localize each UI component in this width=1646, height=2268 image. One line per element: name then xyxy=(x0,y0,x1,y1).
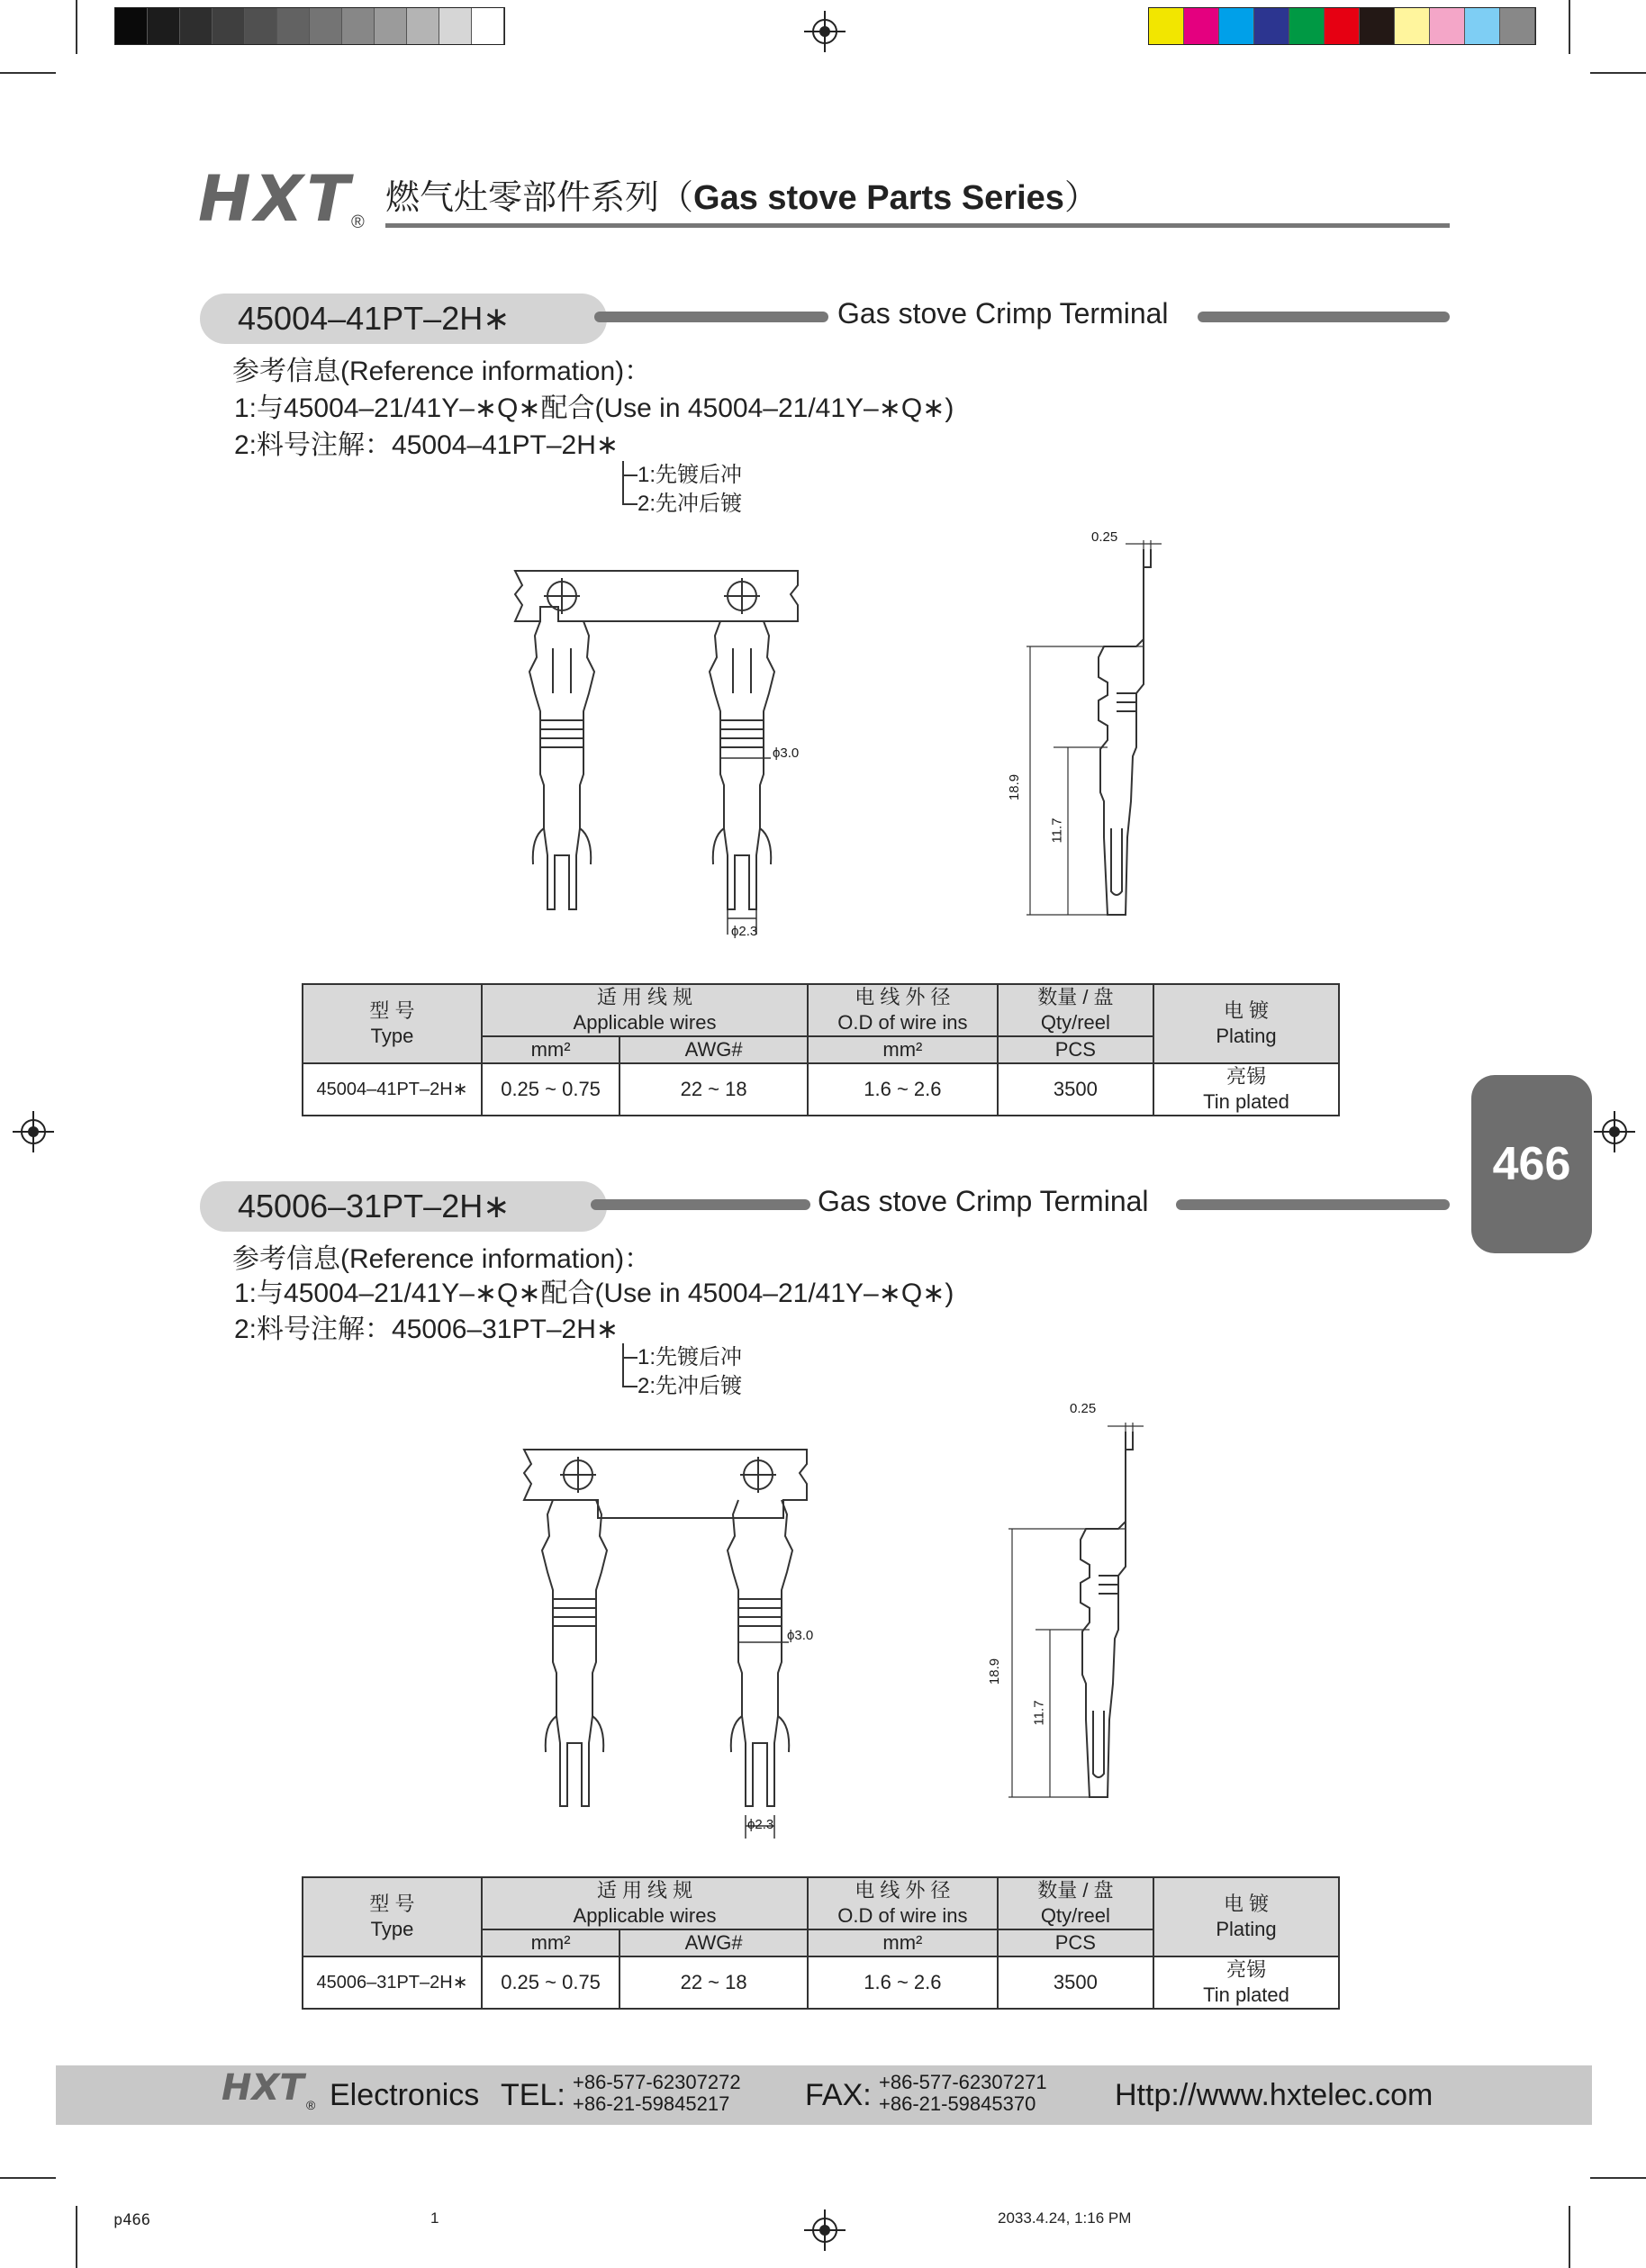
color-bar xyxy=(1148,7,1536,45)
qty-en: Qty/reel xyxy=(1040,1904,1110,1927)
header-rule xyxy=(385,223,1450,228)
spec-table xyxy=(302,1876,1340,2010)
section-subtitle: Gas stove Crimp Terminal xyxy=(837,297,1169,330)
crop-mark xyxy=(1569,0,1570,54)
fax-label: FAX: xyxy=(805,2078,872,2112)
qty-header xyxy=(998,984,1153,1036)
brand-logo: HXT xyxy=(198,162,354,236)
od-en: O.D of wire ins xyxy=(837,1904,968,1927)
reference-title: 参考信息(Reference information)： xyxy=(232,357,652,386)
unit-mm2: mm² xyxy=(482,1929,620,1956)
unit-od: mm² xyxy=(808,1036,998,1063)
dimension-label: 11.7 xyxy=(1049,818,1065,844)
od-header xyxy=(808,1877,998,1929)
color-swatch xyxy=(439,8,472,44)
od-cell: 1.6 ~ 2.6 xyxy=(808,1956,998,2009)
plating-cn: 电 镀 xyxy=(1223,999,1270,1022)
plating-cn: 电 镀 xyxy=(1223,1893,1270,1915)
type-cn: 型 号 xyxy=(369,999,415,1022)
plating-cell xyxy=(1153,1956,1339,2009)
color-swatch xyxy=(1184,8,1219,44)
dimension-label: 18.9 xyxy=(1007,773,1023,801)
dimension-label: ϕ3.0 xyxy=(773,745,800,761)
crop-mark xyxy=(0,72,56,74)
od-cell: 1.6 ~ 2.6 xyxy=(808,1063,998,1116)
od-cn: 电 线 外 径 xyxy=(855,986,951,1008)
type-cn: 型 号 xyxy=(369,1893,415,1915)
dimension-label: 11.7 xyxy=(1031,1700,1047,1726)
qty-cell: 3500 xyxy=(998,1063,1153,1116)
registration-mark xyxy=(13,1111,54,1152)
print-timestamp: 2033.4.24, 1:16 PM xyxy=(998,2209,1132,2227)
qty-cn: 数量 / 盘 xyxy=(1037,986,1114,1008)
sheet-number: 1 xyxy=(430,2209,439,2227)
unit-pcs: PCS xyxy=(998,1929,1153,1956)
crop-mark xyxy=(1569,2206,1570,2268)
wires-cn: 适 用 线 规 xyxy=(596,1879,693,1902)
color-swatch xyxy=(213,8,245,44)
title-rod xyxy=(1198,312,1450,322)
plating-cell-cn: 亮锡 xyxy=(1226,1958,1267,1981)
type-header xyxy=(303,1877,482,1956)
terminal-left xyxy=(542,1500,607,1806)
color-swatch xyxy=(245,8,277,44)
part-number-pill: 45006–31PT–2H∗ xyxy=(200,1181,607,1232)
footer-logo: HXT xyxy=(222,2067,304,2109)
mm2-cell: 0.25 ~ 0.75 xyxy=(482,1063,620,1116)
plating-cell-en: Tin plated xyxy=(1203,1090,1289,1113)
dimension-label: ϕ3.0 xyxy=(787,1628,814,1643)
plating-cell-cn: 亮锡 xyxy=(1226,1065,1267,1088)
tel-label: TEL: xyxy=(501,2078,565,2112)
plating-en: Plating xyxy=(1216,1918,1277,1940)
crop-mark xyxy=(76,0,77,54)
color-swatch xyxy=(1254,8,1289,44)
footer-company: Electronics xyxy=(330,2078,480,2112)
dimension-label: 0.25 xyxy=(1091,529,1118,545)
qty-header xyxy=(998,1877,1153,1929)
crop-mark xyxy=(1590,2177,1646,2179)
color-swatch xyxy=(342,8,375,44)
registration-mark xyxy=(804,2209,846,2251)
dimension-label: 18.9 xyxy=(987,1658,1003,1685)
registration-mark xyxy=(804,11,846,52)
plating-header xyxy=(1153,1877,1339,1956)
unit-mm2: mm² xyxy=(482,1036,620,1063)
terminal-left xyxy=(529,621,594,909)
color-swatch xyxy=(472,8,504,44)
color-swatch xyxy=(1219,8,1254,44)
fax-number: +86-21-59845370 xyxy=(879,2092,1036,2115)
terminal-side-drawing xyxy=(1008,531,1189,927)
awg-cell: 22 ~ 18 xyxy=(620,1063,808,1116)
title-cn: 燃气灶零部件系列（ xyxy=(385,179,694,217)
wires-cn: 适 用 线 规 xyxy=(596,986,693,1008)
plating-cell xyxy=(1153,1063,1339,1116)
part-number-pill: 45004–41PT–2H∗ xyxy=(200,294,607,344)
reference-line: 2:料号注解：45004–41PT–2H∗ xyxy=(234,430,620,460)
color-swatch xyxy=(148,8,180,44)
reference-line: 2:料号注解：45006–31PT–2H∗ xyxy=(234,1315,620,1344)
color-swatch xyxy=(180,8,213,44)
color-swatch xyxy=(1395,8,1430,44)
dimension-label: 0.25 xyxy=(1070,1401,1097,1416)
color-swatch xyxy=(375,8,407,44)
unit-od: mm² xyxy=(808,1929,998,1956)
type-cell: 45006–31PT–2H∗ xyxy=(303,1956,482,2009)
terminal-right xyxy=(710,621,774,909)
dimension-label: ϕ2.3 xyxy=(731,924,758,939)
color-swatch xyxy=(1430,8,1465,44)
tel-number: +86-577-62307272 xyxy=(573,2071,741,2093)
color-swatch xyxy=(310,8,342,44)
plating-note: 1:先镀后冲 xyxy=(638,1345,743,1369)
reference-line: 1:与45004–21/41Y–∗Q∗配合(Use in 45004–21/41Y–∗Q∗) xyxy=(234,1279,954,1308)
fax-number: +86-577-62307271 xyxy=(879,2071,1047,2093)
page-title xyxy=(385,169,1099,219)
unit-pcs: PCS xyxy=(998,1036,1153,1063)
qty-en: Qty/reel xyxy=(1040,1011,1110,1034)
grayscale-bar xyxy=(114,7,505,45)
note-bracket xyxy=(612,461,639,515)
color-swatch xyxy=(1465,8,1500,44)
wires-en: Applicable wires xyxy=(573,1904,717,1927)
qty-cell: 3500 xyxy=(998,1956,1153,2009)
crop-mark xyxy=(76,2206,77,2268)
color-swatch xyxy=(407,8,439,44)
plating-header xyxy=(1153,984,1339,1063)
color-swatch xyxy=(115,8,148,44)
unit-awg: AWG# xyxy=(620,1929,808,1956)
plating-note: 2:先冲后镀 xyxy=(638,492,743,516)
registration-mark xyxy=(1594,1111,1635,1152)
od-cn: 电 线 外 径 xyxy=(855,1879,951,1902)
type-en: Type xyxy=(370,1918,414,1940)
wires-header xyxy=(482,1877,808,1929)
type-en: Type xyxy=(370,1025,414,1047)
section-subtitle: Gas stove Crimp Terminal xyxy=(818,1185,1149,1217)
crop-mark xyxy=(1590,72,1646,74)
color-swatch xyxy=(1360,8,1395,44)
color-swatch xyxy=(1500,8,1535,44)
qty-cn: 数量 / 盘 xyxy=(1037,1879,1114,1902)
dimension-label: ϕ2.3 xyxy=(747,1817,774,1832)
plating-cell-en: Tin plated xyxy=(1203,1983,1289,2006)
reference-line: 1:与45004–21/41Y–∗Q∗配合(Use in 45004–21/41Y–∗Q∗) xyxy=(234,393,954,423)
type-cell: 45004–41PT–2H∗ xyxy=(303,1063,482,1116)
type-header xyxy=(303,984,482,1063)
unit-awg: AWG# xyxy=(620,1036,808,1063)
title-rod xyxy=(594,312,828,322)
plating-note: 1:先镀后冲 xyxy=(638,463,743,487)
mm2-cell: 0.25 ~ 0.75 xyxy=(482,1956,620,2009)
page-code: p466 xyxy=(113,2211,150,2229)
plating-note: 2:先冲后镀 xyxy=(638,1374,743,1398)
title-rod xyxy=(591,1199,810,1210)
note-bracket xyxy=(612,1343,639,1397)
wires-header xyxy=(482,984,808,1036)
website-link[interactable]: Http://www.hxtelec.com xyxy=(1115,2078,1433,2112)
color-swatch xyxy=(1325,8,1360,44)
title-rod xyxy=(1176,1199,1450,1210)
wires-en: Applicable wires xyxy=(573,1011,717,1034)
od-en: O.D of wire ins xyxy=(837,1011,968,1034)
plating-en: Plating xyxy=(1216,1025,1277,1047)
terminal-side-drawing xyxy=(990,1414,1171,1810)
title-close: ） xyxy=(1063,179,1099,217)
color-swatch xyxy=(1149,8,1184,44)
registered-mark: ® xyxy=(351,212,365,232)
reference-title: 参考信息(Reference information)： xyxy=(232,1244,652,1274)
color-swatch xyxy=(277,8,310,44)
title-en: Gas stove Parts Series xyxy=(693,179,1064,217)
tel-number: +86-21-59845217 xyxy=(573,2092,730,2115)
footer-registered: ® xyxy=(306,2098,316,2112)
terminal-right xyxy=(728,1500,792,1806)
color-swatch xyxy=(1289,8,1325,44)
crop-mark xyxy=(0,2177,56,2179)
table-row xyxy=(303,1956,1339,2009)
table-row xyxy=(303,1063,1339,1116)
awg-cell: 22 ~ 18 xyxy=(620,1956,808,2009)
page-number-tab: 466 xyxy=(1471,1075,1592,1253)
od-header xyxy=(808,984,998,1036)
spec-table xyxy=(302,983,1340,1116)
